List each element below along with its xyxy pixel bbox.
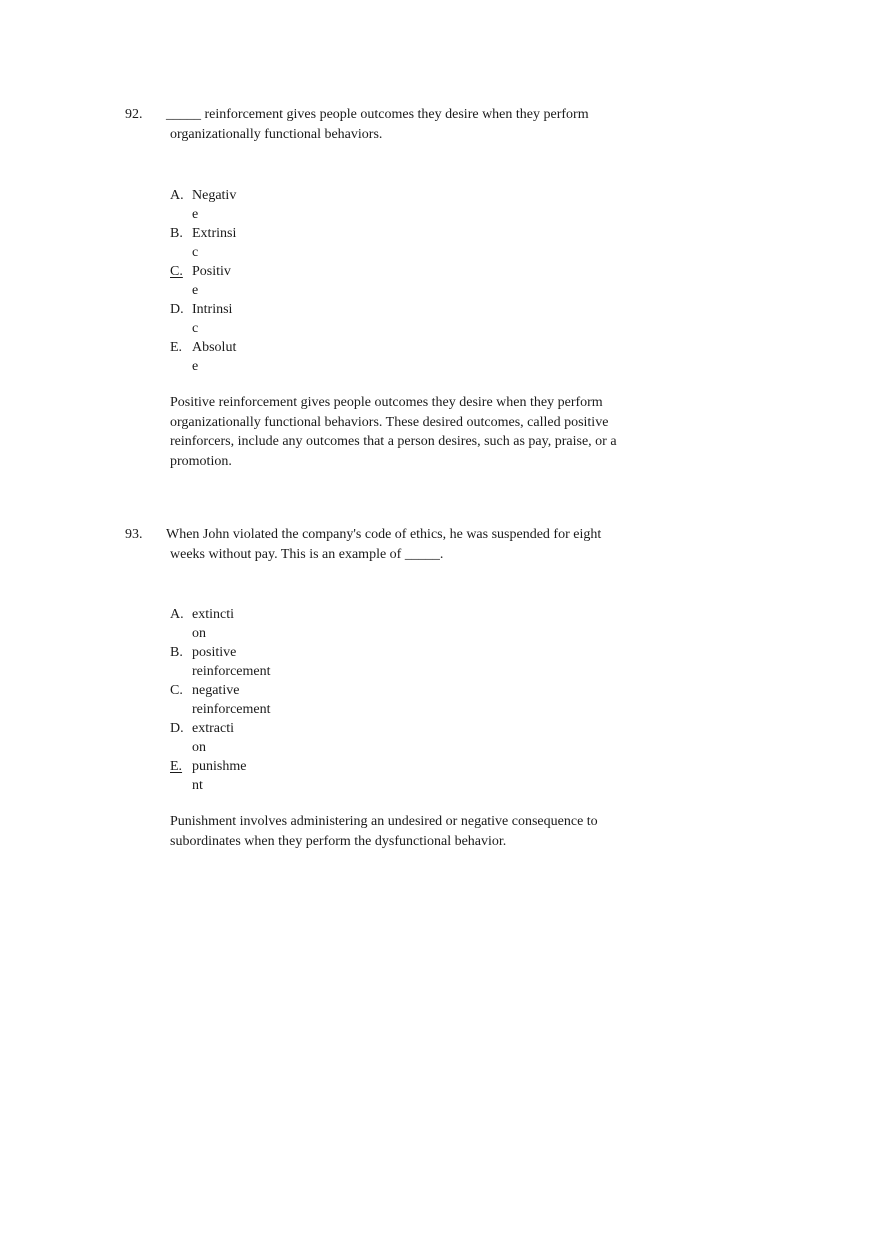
option-text: Positiv e: [192, 264, 231, 298]
option-text: extracti on: [192, 721, 234, 755]
option-letter: B.: [170, 226, 183, 241]
option-letter: E.: [170, 340, 183, 355]
question-text-line2: organizationally functional behaviors.: [170, 127, 383, 142]
question-number: 93.: [125, 527, 143, 542]
option-text: extincti on: [192, 607, 234, 641]
option-text: Intrinsi c: [192, 302, 233, 336]
answer-option-a: [170, 186, 236, 224]
answer-option-e: [170, 757, 271, 795]
option-text: punishme nt: [192, 759, 247, 793]
option-letter: C.: [170, 683, 183, 698]
answer-options: [170, 605, 271, 795]
answer-options: [170, 186, 236, 376]
answer-option-c: [170, 262, 236, 300]
option-letter-correct: E.: [170, 759, 183, 774]
question-number: 92.: [125, 107, 143, 122]
question-text: [166, 525, 636, 565]
option-text: Extrinsi c: [192, 226, 237, 260]
question-text-line2: weeks without pay. This is an example of _____.: [170, 547, 444, 562]
option-letter: A.: [170, 188, 184, 203]
answer-explanation: Positive reinforcement gives people outcomes they desire when they perform organizationally functional behaviors. These desired outcomes, called positive reinforcers, include any outcomes that a person desires, such as pay, praise, or a promotion.: [170, 395, 617, 469]
option-letter: D.: [170, 721, 184, 736]
answer-explanation: Punishment involves administering an undesired or negative consequence to subordinates when they perform the dysfunctional behavior.: [170, 814, 598, 849]
answer-option-e: [170, 338, 236, 376]
answer-option-b: [170, 224, 236, 262]
option-text: Absolut e: [192, 340, 237, 374]
option-text: negative reinforcement: [192, 683, 271, 717]
option-letter: B.: [170, 645, 183, 660]
option-text: positive reinforcement: [192, 645, 271, 679]
answer-option-d: [170, 300, 236, 338]
answer-option-d: [170, 719, 271, 757]
option-letter: D.: [170, 302, 184, 317]
answer-option-c: [170, 681, 271, 719]
option-text: Negativ e: [192, 188, 237, 222]
option-letter: A.: [170, 607, 184, 622]
answer-option-a: [170, 605, 271, 643]
answer-option-b: [170, 643, 271, 681]
question-text-line1: _____ reinforcement gives people outcomes they desire when they perform: [166, 107, 589, 122]
question-text-line1: When John violated the company's code of ethics, he was suspended for eight: [166, 527, 602, 542]
option-letter-correct: C.: [170, 264, 183, 279]
question-text: [166, 105, 636, 145]
